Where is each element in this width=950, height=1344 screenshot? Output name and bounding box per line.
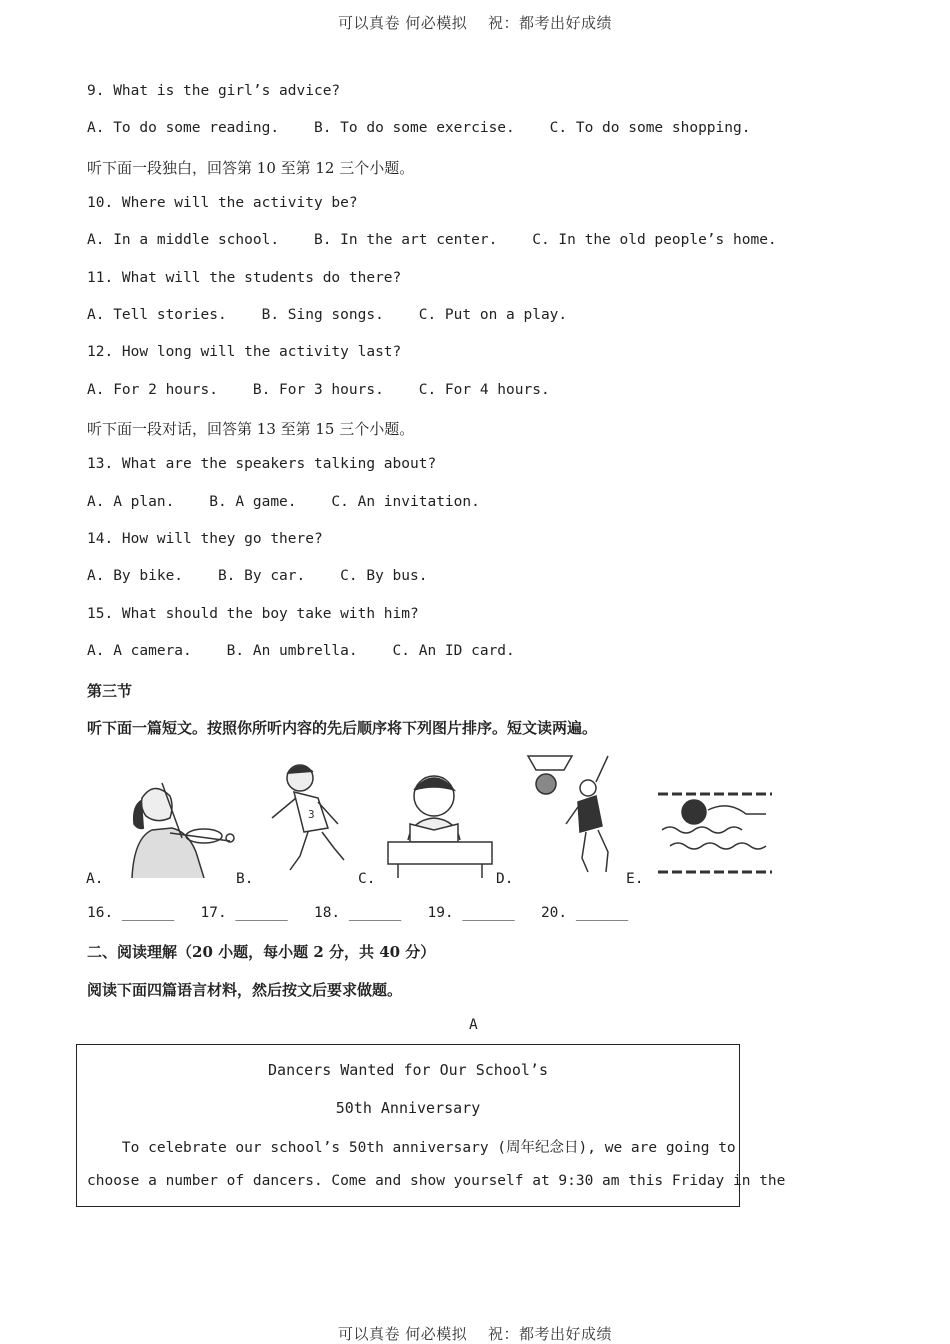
swimmer-icon — [656, 790, 774, 876]
notice-box — [76, 1044, 786, 1207]
picture-label-d: D. — [496, 871, 514, 887]
question-11-options: A. Tell stories. B. Sing songs. C. Put on a play. — [87, 307, 568, 323]
section3-instruction: 听下面一篇短文。按照你所听内容的先后顺序将下列图片排序。短文读两遍。 — [87, 719, 598, 737]
answer-blanks: 16. ______ 17. ______ 18. ______ 19. ______ 20. ______ — [87, 905, 629, 921]
question-10-options: A. In a middle school. B. In the art center. C. In the old people’s home. — [87, 232, 777, 248]
dialogue-instruction: 听下面一段对话，回答第 13 至第 15 三个小题。 — [87, 420, 415, 438]
question-15: 15. What should the boy take with him? — [87, 606, 419, 622]
question-9: 9. What is the girl’s advice? — [87, 83, 341, 99]
running-boy-icon — [262, 762, 360, 878]
question-14-options: A. By bike. B. By car. C. By bus. — [87, 568, 428, 584]
monologue-instruction: 听下面一段独白，回答第 10 至第 12 三个小题。 — [87, 159, 415, 177]
question-14: 14. How will they go there? — [87, 531, 323, 547]
notice-title-line2: 50th Anniversary — [335, 1099, 481, 1117]
question-13: 13. What are the speakers talking about? — [87, 456, 437, 472]
page-footer: 可以真卷 何必模拟 祝：都考出好成绩 — [337, 1325, 613, 1343]
picture-label-b: B. — [236, 871, 254, 887]
question-11: 11. What will the students do there? — [87, 270, 402, 286]
reading-boy-icon — [384, 772, 496, 880]
question-10: 10. Where will the activity be? — [87, 195, 358, 211]
page-header: 可以真卷 何必模拟 祝：都考出好成绩 — [337, 14, 613, 32]
svg-text:3: 3 — [308, 808, 315, 821]
part2-title: 二、阅读理解（20 小题，每小题 2 分，共 40 分） — [87, 943, 436, 961]
question-12-options: A. For 2 hours. B. For 3 hours. C. For 4 hours. — [87, 382, 550, 398]
question-13-options: A. A plan. B. A game. C. An invitation. — [87, 494, 480, 510]
question-15-options: A. A camera. B. An umbrella. C. An ID card. — [87, 643, 515, 659]
picture-label-c: C. — [358, 871, 376, 887]
picture-label-e: E. — [626, 871, 644, 887]
part2-instruction: 阅读下面四篇语言材料，然后按文后要求做题。 — [87, 981, 403, 999]
question-12: 12. How long will the activity last? — [87, 344, 402, 360]
notice-body-line1: To celebrate our school’s 50th anniversary (周年纪念日), we are going to — [87, 1140, 736, 1156]
basketball-player-icon — [526, 752, 626, 880]
picture-label-a: A. — [86, 871, 104, 887]
question-9-options: A. To do some reading. B. To do some exercise. C. To do some shopping. — [87, 120, 751, 136]
violin-girl-icon — [112, 778, 237, 878]
section3-title: 第三节 — [87, 682, 133, 700]
passage-letter: A — [469, 1017, 478, 1033]
notice-body-line2: choose a number of dancers. Come and show yourself at 9:30 am this Friday in the — [87, 1173, 786, 1189]
notice-title-line1: Dancers Wanted for Our School’s — [268, 1061, 548, 1079]
